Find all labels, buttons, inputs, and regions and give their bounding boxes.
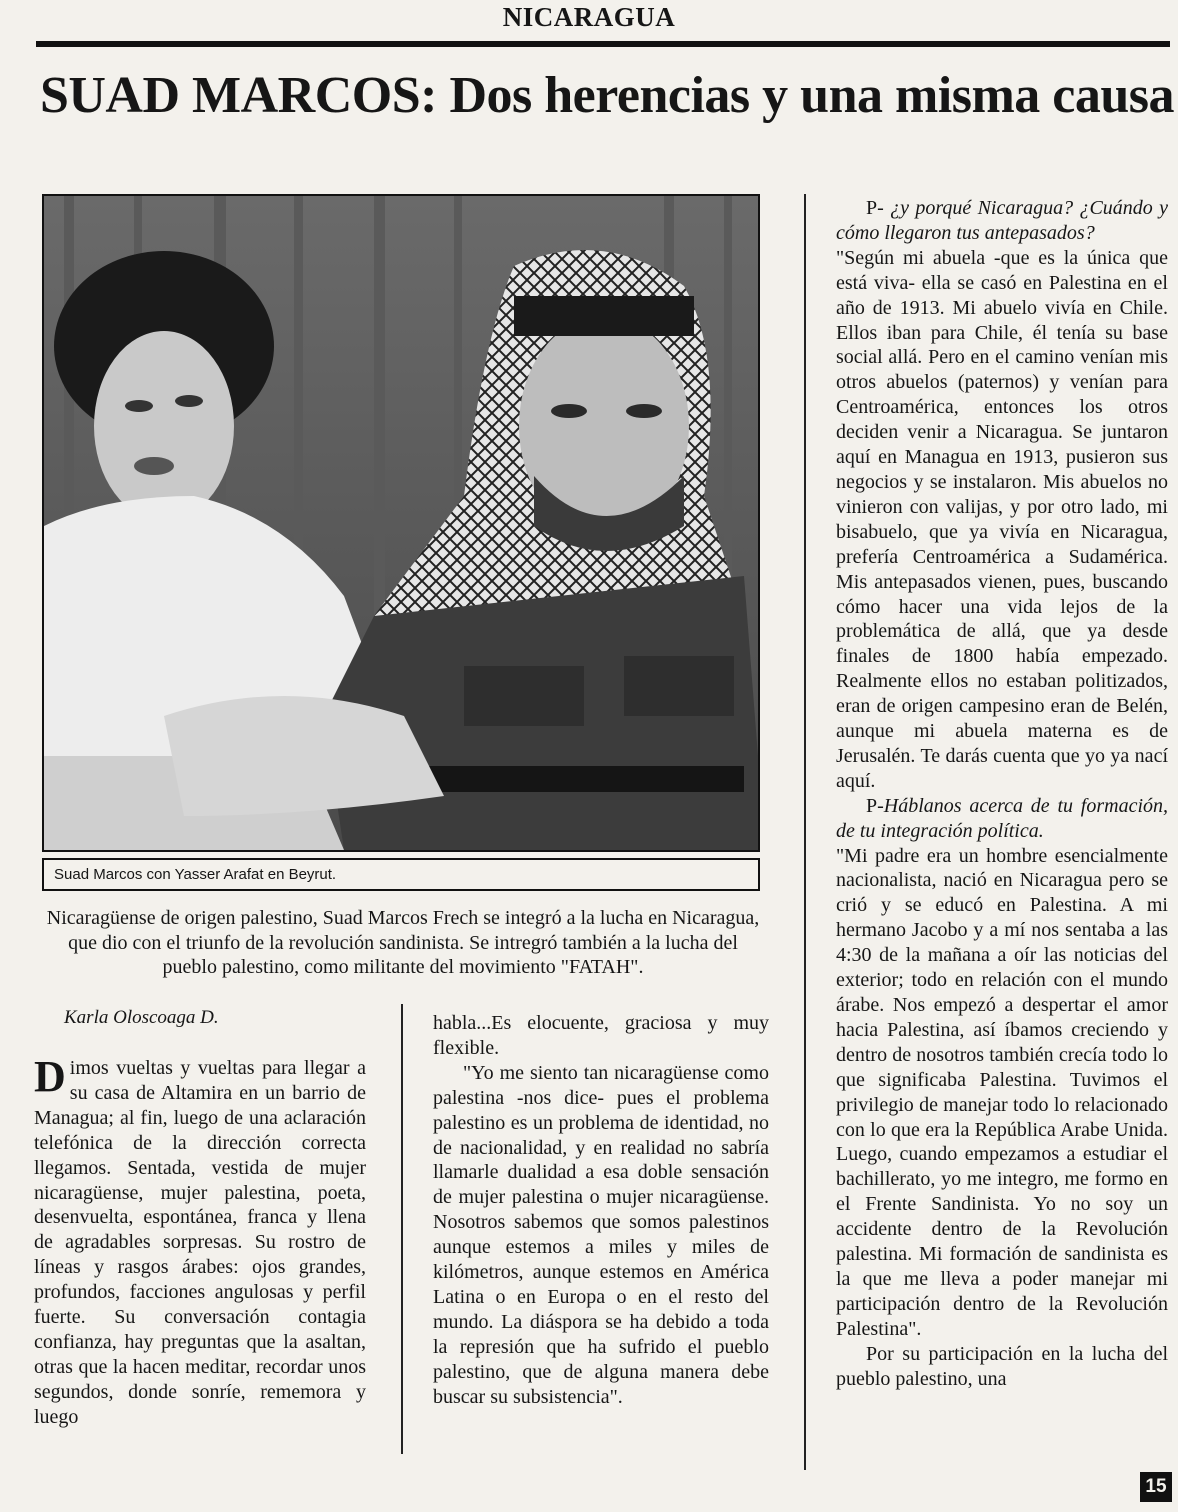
question-2 <box>836 794 1168 844</box>
article-column-3 <box>836 196 1168 1392</box>
paragraph <box>34 1052 366 1430</box>
answer-1: "Según mi abuela -que es la única que está viva- ella se casó en Palestina en el año de 1913. Mi abuelo vivía en Chile. Ellos iban para Chile, él tenía su base social allá. Pero en el camino venían mis otros abuelos (paternos) y venían para Centroamérica, entonces los otros deciden venir a Nicaragua. Se juntaron aquí en Managua en 1913, pusieron sus negocios y se instalaron. Mis abuelos no vinieron con valijas, y por otro lado, mi bisabuelo, que ya vivía en Nicaragua, prefería Centroamérica a Sudamérica. Mis antepasados vienen, pues, buscando cómo hacer una vida lejos de la problemática de allá, que ya desde finales de 1800 había empezado. Realmente ellos no estaban politizados, eran de origen campesino eran de Belén, aunque mi abuela materna es de Jerusalén. Te darás cuenta que yo ya nací aquí. <box>836 246 1168 792</box>
column-divider-left <box>401 1004 403 1454</box>
paragraph-text: imos vueltas y vueltas para llegar a su casa de Altamira en un barrio de Managua; al fin, luego de una aclaración telefónica de la dirección correcta llegamos. Sentada, vestida de mujer nicaragüense, mujer palestina, poeta, desenvuelta, espontánea, franca y llena de agradables sorpresas. Su rostro de líneas y rasgos árabes: ojos grandes, profundos, facciones angulosas y perfil fuerte. Su conversación contagia confianza, hay preguntas que la asaltan, otras que la hacen meditar, recordar unos segundos, donde sonríe, rememora y luego <box>34 1057 366 1428</box>
question-1 <box>836 196 1168 246</box>
headline: SUAD MARCOS: Dos herencias y una misma causa <box>39 67 1175 124</box>
drop-cap: D <box>34 1052 66 1101</box>
article-column-1 <box>34 1052 366 1430</box>
photo-caption: Suad Marcos con Yasser Arafat en Beyrut. <box>42 858 760 891</box>
question-text: ¿y porqué Nicaragua? ¿Cuándo y cómo llegaron tus antepasados? <box>836 197 1168 244</box>
header-rule <box>36 41 1170 47</box>
question-prefix: P- <box>866 794 884 817</box>
column-divider-right <box>804 194 806 1470</box>
paragraph: "Yo me siento tan nicaragüense como palestina -nos dice- pues el problema palestino es un problema de identidad, no de nacionalidad, y en realidad no sabría llamarle dualidad a esa doble sensación de mujer palestina o mujer nicaragüense. Nosotros sabemos que somos palestinos aunque estemos a miles y miles de kilómetros, aunque estemos en América Latina o en Europa o en el resto del mundo. La diáspora se ha debido a toda la represión que ha sufrido el pueblo palestino, que de alguna manera debe buscar su subsistencia". <box>433 1061 769 1408</box>
photo-illustration <box>44 196 758 850</box>
question-text: Háblanos acerca de tu formación, de tu integración política. <box>836 794 1168 842</box>
question-prefix: P- <box>866 197 884 219</box>
article-column-2 <box>433 1011 769 1410</box>
paragraph: habla...Es elocuente, graciosa y muy flexible. <box>433 1012 769 1059</box>
paragraph: Por su participación en la lucha del pueblo palestino, una <box>836 1342 1168 1390</box>
section-label: NICARAGUA <box>502 2 676 32</box>
answer-2: "Mi padre era un hombre esencialmente nacionalista, nació en Nicaragua pero se crió y se educó en Palestina. A mi hermano Jacobo y a mí nos sentaba a las 4:30 de la mañana a oír las noticias del exterior; todo en relación con el mundo árabe. Nos empezó a despertar el amor hacia Palestina, así íbamos creciendo y dentro de nosotros también crecía todo lo que significaba Palestina. Tuvimos el privilegio de manejar todo lo relacionado con lo que era la República Arabe Unida. Luego, cuando empezamos a estudiar el bachillerato, yo me integro, me formo en el Frente Sandinista. Yo no soy un accidente dentro de la Revolución palestina. Mi formación de sandinista es la que me lleva a poder manejar mi participación dentro de la Revolución Palestina". <box>836 844 1168 1340</box>
photo <box>42 194 760 852</box>
lede-paragraph: Nicaragüense de origen palestino, Suad Marcos Frech se integró a la lucha en Nicaragua, que dio con el triunfo de la revolución sandinista. Se intregró también a la lucha del pueblo palestino, como militante del movimiento "FATAH". <box>46 907 760 978</box>
byline: Karla Oloscoaga D. <box>64 1007 219 1028</box>
page-number: 15 <box>1140 1472 1172 1502</box>
